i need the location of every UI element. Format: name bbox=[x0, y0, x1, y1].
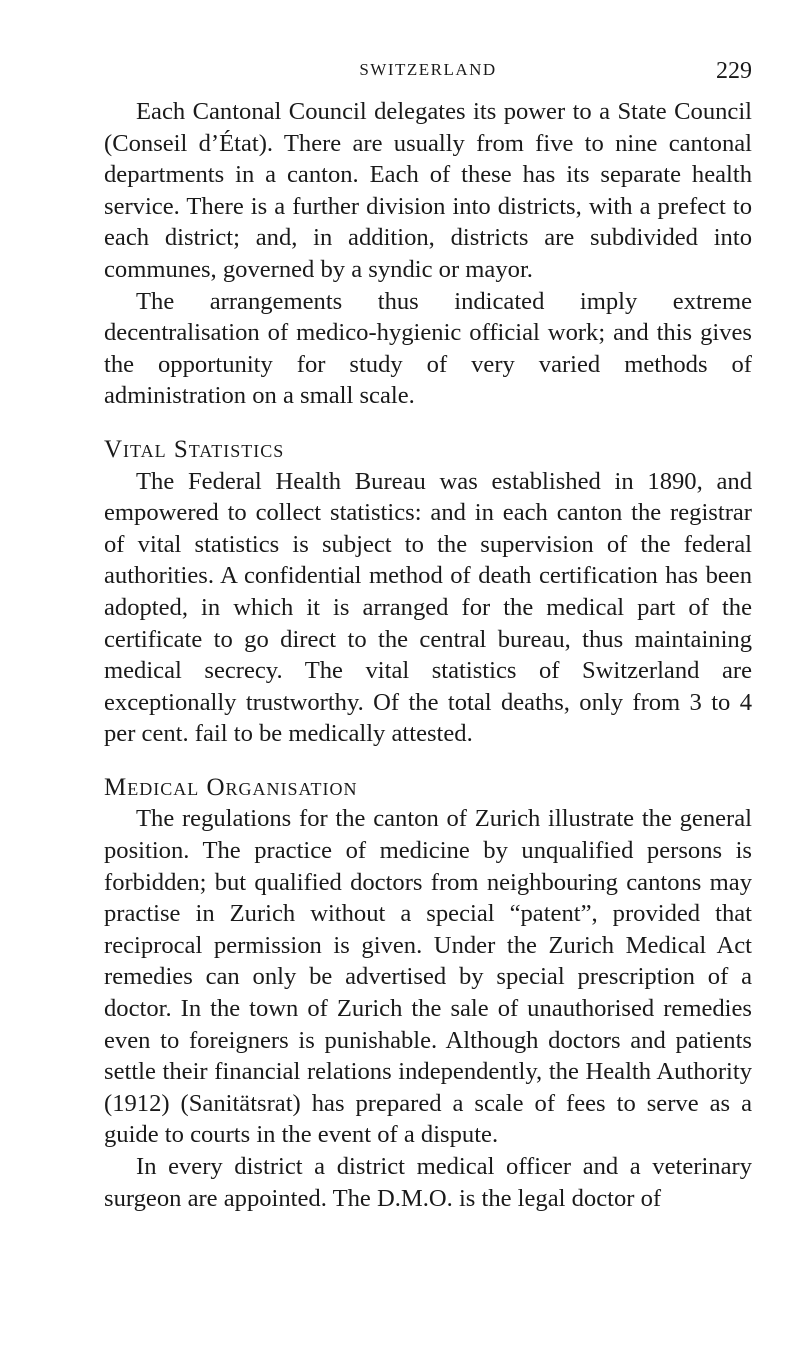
paragraph-district-medical-officer: In every district a district medical officer and a veterinary surgeon are appointed. The D.M.O. is the legal doctor of bbox=[104, 1153, 752, 1212]
body-text bbox=[104, 96, 752, 1214]
section-heading-medical-organisation: Medical Organisation bbox=[104, 773, 358, 801]
page-number: 229 bbox=[716, 58, 752, 84]
paragraph-federal-health-bureau: The Federal Health Bureau was established in 1890, and empowered to collect statistics: and in each canton the registrar of vital statistics is subject to the supervision of the federal authorities. A confidential method of death certification has been adopted, in which it is arranged for the medical part of the certificate to go direct to the central bureau, thus maintaining medical secrecy. The vital statistics of Switzerland are exceptionally trustworthy. Of the total deaths, only from 3 to 4 per cent. fail to be medically attested. bbox=[104, 467, 752, 748]
paragraph-zurich-regulations: The regulations for the canton of Zurich illustrate the general position. The practice of medicine by unqualified persons is forbidden; but qualified doctors from neighbouring cantons may practise in Zurich without a special “patent”, provided that reciprocal permission is given. Under the Zurich Medical Act remedies can only be advertised by special prescription of a doctor. In the town of Zurich the sale of unauthorised remedies even to foreigners is punishable. Although doctors and patients settle their financial relations independently, the Health Authority (1912) (Sanitätsrat) has prepared a scale of fees to serve as a guide to courts in the event of a dispute. bbox=[104, 805, 752, 1149]
section-heading-vital-statistics: Vital Statistics bbox=[104, 435, 285, 463]
paragraph-cantonal-council: Each Cantonal Council delegates its power to a State Council (Conseil d’État). There are usually from five to nine cantonal departments in a canton. Each of these has its separate health service. There is a further division into districts, with a prefect to each district; and, in addition, districts are subdivided into communes, governed by a syndic or mayor. bbox=[104, 98, 752, 283]
running-head bbox=[104, 56, 752, 92]
section-gap bbox=[104, 750, 752, 772]
running-title: SWITZERLAND bbox=[359, 60, 497, 79]
paragraph-decentralisation: The arrangements thus indicated imply extreme decentralisation of medico-hygienic official work; and this gives the opportunity for study of very varied methods of administration on a small scale. bbox=[104, 287, 752, 410]
section-gap bbox=[104, 412, 752, 434]
